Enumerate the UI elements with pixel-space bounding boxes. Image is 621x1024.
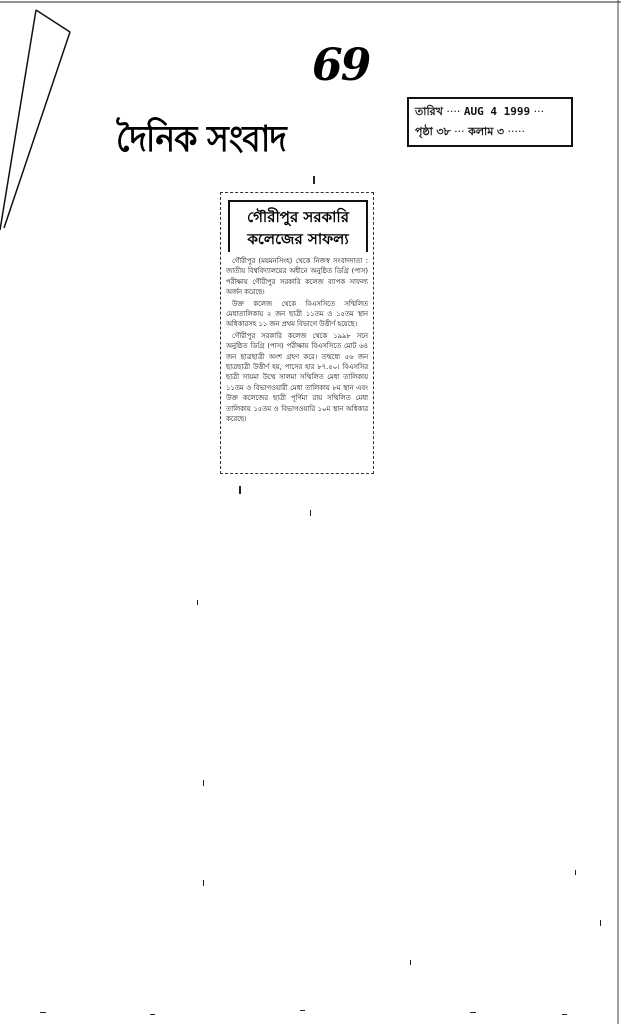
stamp-date-row: তারিখ ···· AUG 4 1999 ···: [415, 105, 545, 118]
date-page-stamp: [407, 97, 573, 147]
article-headline: [228, 200, 368, 252]
stamp-page-label: পৃষ্ঠা: [415, 125, 433, 138]
stamp-page-row: পৃষ্ঠা ৩৮ ··· কলাম ৩ ·····: [415, 125, 525, 138]
stamp-column-label: কলাম: [468, 125, 494, 138]
headline-line-2: কলেজের সাফল্য: [247, 230, 349, 248]
newspaper-masthead: দৈনিক সংবাদ: [116, 119, 286, 160]
headline-line-1: গৌরীপুর সরকারি: [247, 208, 349, 226]
stamp-date-value: AUG 4 1999: [463, 105, 531, 118]
stamp-date-label: তারিখ: [415, 105, 443, 118]
article-paragraph-1: গৌরীপুর (ময়মনসিংহ) থেকে নিজস্ব সংবাদদাতা : জাতীয় বিশ্ববিদ্যালয়ের অধীনে অনুষ্ঠিত ডিগ্রি (পাস) পরীক্ষায় গৌরীপুর সরকারি কলেজ ব্যাপক সাফল্য অর্জন করেছে।: [226, 257, 368, 297]
stamp-page-value: ৩৮: [436, 125, 451, 138]
article-body: [226, 256, 368, 426]
article-paragraph-3: গৌরীপুর সরকারি কলেজ থেকে ১৯৯৮ সনে অনুষ্ঠিত ডিগ্রি (পাস) পরীক্ষায় বিএসসিতে মোট ৬৪ জন ছাত্রছাত্রী অংশ গ্রহণ করে। তন্মধ্যে ৫৬ জন ছাত্রছাত্রী উত্তীর্ণ হয়, পাসের হার ৮৭.৫০। বিএসসির ছাত্রী সায়মা উম্মে সালমা সম্মিলিত মেধা তালিকায় ১১তম ও বিভাগওয়ারী মেধা তালিকায় ৮ম স্থান এবং উক্ত কলেজের ছাত্রী পূর্ণিমা রায় সম্মিলিত মেধা তালিকায় ১৫তম ও বিভাগওয়ারি ১০ম স্থান অধিকার করেছে।: [226, 331, 368, 424]
article-paragraph-2: উক্ত কলেজ থেকে বিএসসিতে সম্মিলিত মেধাতালিকায় ২ জন ছাত্রী ১১তম ও ১৫তম স্থান অধিকারসহ ১১ জন প্রথম বিভাগে উত্তীর্ণ হয়েছে।: [226, 299, 368, 329]
stamp-column-value: ৩: [496, 125, 504, 138]
handwritten-page-number: 69: [312, 40, 370, 91]
